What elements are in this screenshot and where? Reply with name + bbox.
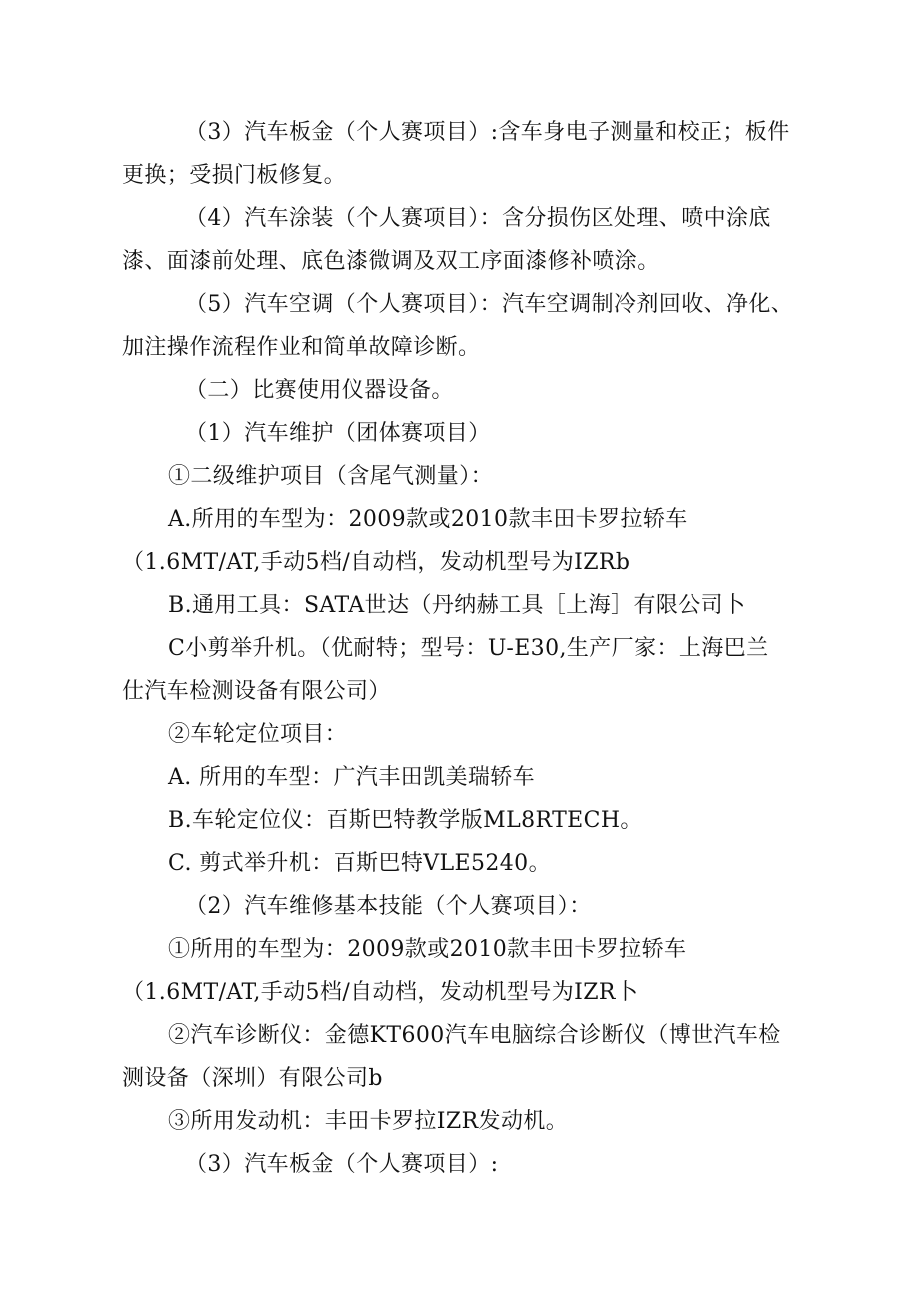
item-general-tools: B.通用工具：SATA世达（丹纳赫工具［上海］有限公司卜 [168, 593, 746, 618]
item-engine: ③所用发动机：丰田卡罗拉IZR发动机。 [168, 1109, 569, 1134]
paragraph-air-conditioning: （5）汽车空调（个人赛项目）：汽车空调制冷剂回收、净化、 [185, 292, 794, 317]
item-wheel-alignment-model: A. 所用的车型：广汽丰田凯美瑞轿车 [168, 765, 536, 790]
item-scissor-lift: C小剪举升机。（优耐特；型号：U-E30,生产厂家：上海巴兰 [168, 636, 769, 661]
paragraph-air-conditioning-cont: 加注操作流程作业和简单故障诊断。 [122, 335, 481, 360]
item-wheel-aligner: B.车轮定位仪：百斯巴特教学版ML8RTECH。 [168, 808, 643, 833]
item-scissor-lift-cont: 仕汽车检测设备有限公司） [122, 679, 391, 704]
item-scissor-type-lift: C. 剪式举升机：百斯巴特VLE5240。 [168, 851, 551, 876]
item-secondary-maintenance: ①二级维护项目（含尾气测量）： [168, 464, 494, 489]
paragraph-painting: （4）汽车涂装（个人赛项目）：含分损伤区处理、喷中涂底 [185, 206, 771, 231]
item-wheel-alignment: ②车轮定位项目： [168, 722, 348, 747]
item-diagnostic-tool: ②汽车诊断仪：金德KT600汽车电脑综合诊断仪（博世汽车检 [168, 1023, 781, 1048]
paragraph-painting-cont: 漆、面漆前处理、底色漆微调及双工序面漆修补喷涂。 [122, 249, 660, 274]
subheading-basic-skills: （2）汽车维修基本技能（个人赛项目）： [185, 894, 592, 919]
paragraph-sheet-metal: （3）汽车板金（个人赛项目）:含车身电子测量和校正；板件 [185, 120, 790, 145]
subheading-sheet-metal: （3）汽车板金（个人赛项目）: [185, 1152, 499, 1177]
item-basic-skills-model: ①所用的车型为：2009款或2010款丰田卡罗拉轿车 [168, 937, 687, 962]
item-vehicle-model: A.所用的车型为：2009款或2010款丰田卡罗拉轿车 [168, 507, 688, 532]
paragraph-sheet-metal-cont: 更换；受损门板修复。 [122, 163, 347, 188]
item-basic-skills-model-cont: （1.6MT/AT,手动5档/自动档，发动机型号为IZR卜 [122, 980, 639, 1005]
item-diagnostic-tool-cont: 测设备（深圳）有限公司b [122, 1066, 383, 1091]
section-heading-equipment: （二）比赛使用仪器设备。 [185, 378, 454, 403]
item-vehicle-model-cont: （1.6MT/AT,手动5档/自动档，发动机型号为IZRb [122, 550, 631, 575]
subheading-maintenance: （1）汽车维护（团体赛项目） [185, 421, 491, 446]
